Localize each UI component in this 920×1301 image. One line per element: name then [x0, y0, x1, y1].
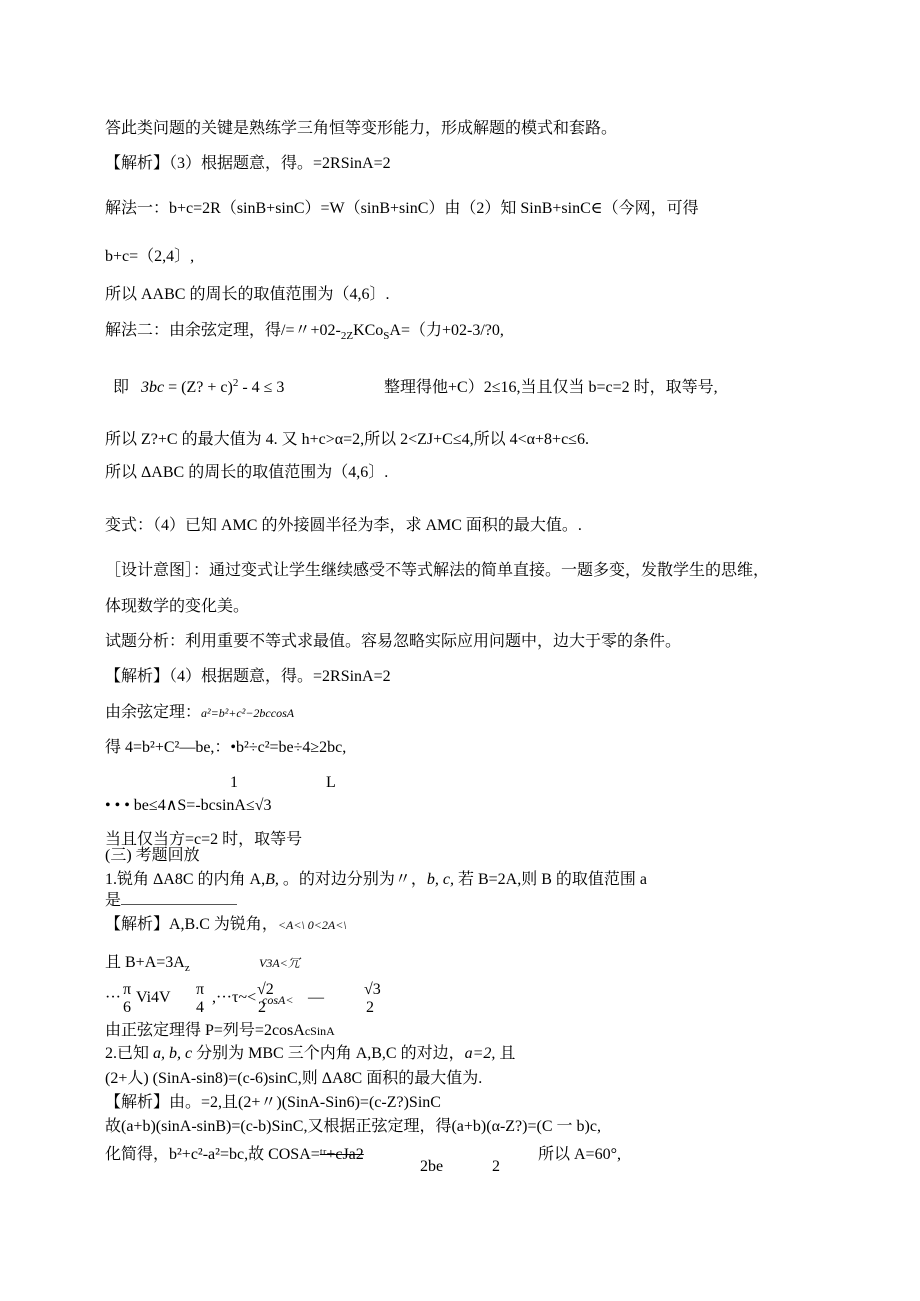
line-21 [105, 870, 647, 890]
answer-blank [121, 890, 237, 905]
line-24-text: 且 B+A=3A [105, 954, 185, 971]
line-22-text: 是 [105, 892, 122, 909]
line-25-pi-2: π [196, 981, 205, 998]
line-7-formula-var: 3bc [141, 379, 165, 396]
line-26-text: 由正弦定理得 P=列号=2cosA [105, 1022, 305, 1039]
line-27-text-2: 分别为 MBC 三个内角 A,B,C 的对边， [196, 1045, 465, 1062]
line-29: 【解析】由。=2,且(2+〃)(SinA-Sin6)=(c-Z?)SinC [105, 1094, 441, 1111]
line-24-right: V3A<冗 [259, 956, 300, 970]
line-7-sup: 2 [232, 377, 239, 389]
line-14: 【解析】（4）根据题意，得。=2RSinA=2 [105, 668, 391, 685]
line-9: 所以 ΔABC 的周长的取值范围为（4,6〕. [105, 464, 389, 481]
line-20: (三) 考题回放 [105, 847, 200, 864]
line-27-var-a: a=2, [464, 1045, 496, 1062]
line-25-cos: cosA< [262, 993, 294, 1007]
line-7-right: 整理得他+C）2≤16,当且仅当 b=c=2 时，取等号, [384, 379, 718, 396]
line-25-root3: √3 [364, 981, 381, 998]
line-12: 体现数学的变化美。 [105, 598, 250, 615]
line-7-left [113, 378, 284, 399]
line-26 [105, 1021, 335, 1041]
line-6 [105, 321, 504, 342]
line-6-text-2: KCo [353, 322, 384, 339]
line-17-numerator: 1 [230, 774, 238, 791]
line-15 [105, 703, 294, 723]
line-6-text: 解法二：由余弦定理，得/=〃+02- [105, 322, 341, 339]
line-22 [105, 890, 237, 911]
line-31 [105, 1145, 364, 1165]
line-7-formula-2: - 4 ≤ 3 [238, 379, 285, 396]
line-4: b+c=（2,4〕, [105, 248, 195, 265]
line-13: 试题分析：利用重要不等式求最值。容易忽略实际应用问题中，边大于零的条件。 [105, 633, 682, 650]
line-31-struck: ᵗʳ+cJa2 [319, 1146, 364, 1163]
line-27-vars: a, b, c [149, 1045, 197, 1062]
line-25-mid: Vi4V [136, 989, 171, 1006]
line-21-text-3: 若 B=2A,则 B 的取值范围 a [453, 871, 648, 888]
line-15-text: 由余弦定理： [105, 704, 202, 721]
line-1: 答此类问题的关键是熟练学三角恒等变形能力，形成解题的模式和套路。 [105, 120, 618, 137]
line-31-two: 2 [492, 1158, 500, 1175]
line-24-sub: z [184, 962, 190, 974]
line-27-text-3: 且 [495, 1045, 516, 1062]
line-25-pi: π [123, 981, 132, 998]
line-18: • • • be≤4∧S=-bcsinA≤√3 [105, 797, 272, 814]
line-24-left [105, 953, 190, 974]
line-6-sub-2: S [383, 330, 390, 342]
line-31-text: 化简得，b²+c²-a²=bc,故 COSA= [105, 1146, 320, 1163]
line-8: 所以 Z?+C 的最大值为 4. 又 h+c>α=2,所以 2<ZJ+C≤4,所以 4<α+8+c≤6. [105, 431, 589, 448]
line-26-small: cSinA [304, 1024, 335, 1038]
line-23-text: 【解析】A,B.C 为锐角， [105, 916, 278, 933]
line-28: (2+人) (SinA-sin8)=(c-6)sinC,则 ΔA8C 面积的最大值为. [105, 1070, 483, 1087]
line-21-var: B, [265, 871, 279, 888]
line-7-formula: = (Z? + c) [164, 379, 233, 396]
line-23 [105, 915, 347, 935]
line-5: 所以 AABC 的周长的取值范围为（4,6〕. [105, 286, 390, 303]
line-27 [105, 1044, 515, 1064]
line-19: 当且仅当方=c=2 时，取等号 [105, 831, 303, 848]
line-6-text-3: A=（力+02-3/?0, [389, 322, 504, 339]
line-27-text: 2.已知 [105, 1045, 150, 1062]
line-25-dots: ··· [105, 989, 121, 1006]
line-17-letter: L [326, 774, 336, 791]
line-25-root2: √2 [257, 981, 274, 998]
line-31-denominator: 2be [420, 1158, 444, 1175]
line-6-sub-1: 2Z [340, 330, 354, 342]
line-3: 解法一：b+c=2R（sinB+sinC）=W（sinB+sinC）由（2）知 SinB+sinC∈（今网，可得 [105, 200, 699, 217]
line-21-text: 1.锐角 ΔA8C 的内角 A, [105, 871, 266, 888]
line-25-rest: ,···τ~< [212, 989, 257, 1006]
line-30: 故(a+b)(sinA-sinB)=(c-b)SinC,又根据正弦定理，得(a+b)(α-Z?)=(C 一 b)c, [105, 1118, 601, 1135]
line-21-var-2: b, c, [426, 871, 454, 888]
line-21-text-2: 。的对边分别为〃， [278, 871, 427, 888]
line-25-dash: — [308, 989, 324, 1006]
line-10: 变式：（4）已知 AMC 的外接圆半径为李，求 AMC 面积的最大值。. [105, 517, 582, 534]
line-23-formula: <A<\ 0<2A<\ [277, 918, 347, 932]
line-7-label: 即 [113, 379, 130, 396]
line-2: 【解析】（3）根据题意，得。=2RSinA=2 [105, 155, 391, 172]
line-25-six: 6 [123, 999, 131, 1016]
line-16: 得 4=b²+C²—be,：•b²÷c²=be÷4≥2bc, [105, 739, 347, 756]
line-25-two-2: 2 [366, 999, 374, 1016]
line-25-two: 2 [258, 999, 266, 1016]
line-11: ［设计意图］：通过变式让学生继续感受不等式解法的简单直接。一题多变，发散学生的思维， [105, 562, 770, 579]
line-31-result: 所以 A=60°, [538, 1146, 621, 1163]
line-25-four: 4 [196, 999, 204, 1016]
line-15-formula: a²=b²+c²−2bccosA [201, 706, 295, 720]
